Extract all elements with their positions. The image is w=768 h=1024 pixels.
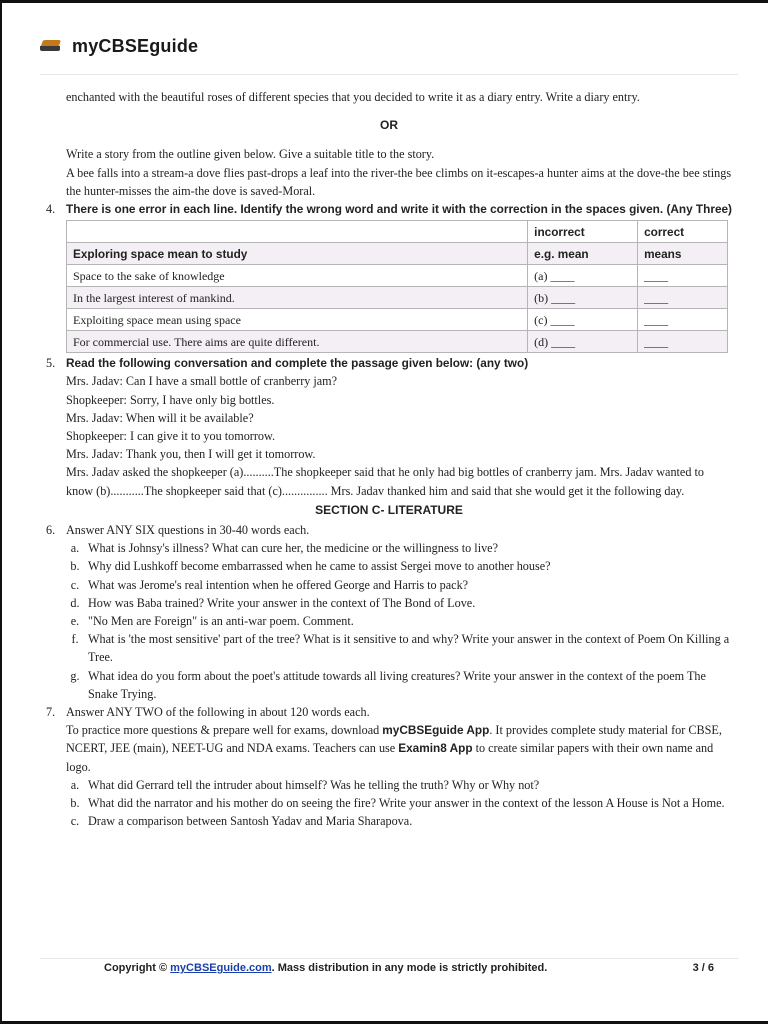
or-separator: OR [380, 118, 398, 133]
sub-letter: a. [70, 777, 80, 792]
table-header-incorrect: incorrect [528, 221, 638, 243]
sub-letter: d. [70, 595, 80, 610]
sub-letter: a. [70, 541, 80, 556]
copyright-prefix: Copyright © [104, 962, 171, 974]
sub-letter: c. [70, 577, 80, 592]
sub-letter: e. [70, 614, 80, 629]
header-divider [40, 74, 738, 75]
table-cell: (d) ____ [528, 331, 638, 353]
sub-question [44, 576, 734, 594]
table-cell: ____ [638, 265, 728, 287]
app-name: Examin8 App [398, 741, 473, 756]
sub-letter: f. [71, 632, 79, 647]
footer-divider [40, 958, 738, 959]
table-header-row [67, 221, 728, 243]
question-text: Answer ANY TWO of the following in about 120 words each. [66, 705, 370, 720]
sub-question [44, 594, 734, 612]
question-number: 7. [46, 705, 56, 720]
sub-text: What did the narrator and his mother do on seeing the fire? Write your answer in the context of the lesson A House is Not a Home. [88, 796, 725, 811]
sub-text: What was Jerome's real intention when he offered George and Harris to pack? [88, 577, 469, 592]
promo-text: To practice more questions & prepare well for exams, download [66, 723, 383, 738]
sub-text: Why did Lushkoff become embarrassed when he came to assist Sergei move to another house? [88, 559, 551, 574]
error-correction-table [66, 220, 728, 353]
site-link[interactable]: myCBSEguide.com [170, 962, 272, 974]
question-text: Answer ANY SIX questions in 30-40 words each. [66, 523, 310, 538]
table-cell: ____ [638, 331, 728, 353]
page-header [40, 26, 198, 66]
table-cell: e.g. mean [528, 243, 638, 265]
promo-text: to create similar papers with their own name and logo. [66, 741, 714, 774]
dialogue-line: Shopkeeper: I can give it to you tomorrow. [66, 429, 276, 444]
table-cell: Exploring space mean to study [67, 243, 528, 265]
table-cell: ____ [638, 309, 728, 331]
sub-text: "No Men are Foreign" is an anti-war poem. Comment. [88, 614, 354, 629]
dialogue-line: Shopkeeper: Sorry, I have only big bottles. [66, 392, 275, 407]
table-cell: (a) ____ [528, 265, 638, 287]
sub-question [44, 794, 734, 812]
table-cell: In the largest interest of mankind. [67, 287, 528, 309]
promo-text: . It provides complete study material for CBSE, NCERT, JEE (main), NEET-UG and NDA exams. Teachers can use [66, 723, 722, 756]
table-row [67, 265, 728, 287]
sub-question [44, 667, 734, 703]
section-heading: SECTION C- LITERATURE [315, 502, 463, 517]
table-header-correct: correct [638, 221, 728, 243]
table-row [67, 309, 728, 331]
dialogue-line: Mrs. Jadav: Thank you, then I will get it tomorrow. [66, 447, 316, 462]
promo-note [44, 721, 734, 776]
page-footer [104, 962, 714, 974]
copyright-suffix: . Mass distribution in any mode is strictly prohibited. [271, 962, 548, 974]
page-number: 3 / 6 [692, 962, 714, 974]
sub-text: What is 'the most sensitive' part of the tree? What is it sensitive to and why? Write your answer in the context of Poem On Killing a Tree. [88, 632, 730, 665]
table-row [67, 243, 728, 265]
sub-question [44, 539, 734, 557]
question-number: 4. [46, 202, 56, 217]
copyright-notice [104, 962, 547, 974]
book-logo-icon [40, 39, 62, 53]
sub-question [44, 612, 734, 630]
table-cell: (b) ____ [528, 287, 638, 309]
brand-name: myCBSEguide [72, 35, 199, 56]
passage-to-complete: Mrs. Jadav asked the shopkeeper (a)..........The shopkeeper said that he only had big bottles of cranberry jam. Mrs. Jadav wanted to know (b)...........The shopkeeper said that (c)............... Mrs. Jadav thanked him and said that she would get it the following day. [66, 465, 704, 498]
table-cell: ____ [638, 287, 728, 309]
sub-text: What is Johnsy's illness? What can cure her, the medicine or the willingness to live? [88, 541, 498, 556]
sub-text: Draw a comparison between Santosh Yadav and Maria Sharapova. [88, 814, 413, 829]
table-row [67, 331, 728, 353]
question-number: 5. [46, 356, 56, 371]
table-cell: means [638, 243, 728, 265]
sub-question [44, 557, 734, 575]
question-text: Read the following conversation and complete the passage given below: (any two) [66, 356, 529, 371]
sub-letter: g. [70, 668, 80, 683]
table-cell: For commercial use. There aims are quite different. [67, 331, 528, 353]
question-number: 6. [46, 523, 56, 538]
sub-question [44, 630, 734, 666]
sub-letter: b. [70, 559, 80, 574]
question-4 [44, 200, 734, 218]
table-cell: Exploiting space mean using space [67, 309, 528, 331]
sub-letter: c. [70, 814, 80, 829]
sub-text: What did Gerrard tell the intruder about himself? Was he telling the truth? Why or Why not? [88, 777, 540, 792]
question-7 [44, 703, 734, 721]
sub-letter: b. [70, 796, 80, 811]
sub-question [44, 776, 734, 794]
story-instruction: Write a story from the outline given below. Give a suitable title to the story. [66, 147, 435, 162]
story-outline: A bee falls into a stream-a dove flies past-drops a leaf into the river-the bee climbs on it-escapes-a hunter aims at the dove-the bee stings the hunter-misses the aim-the dove is saved-Moral. [66, 165, 732, 198]
dialogue-line: Mrs. Jadav: When will it be available? [66, 410, 254, 425]
app-name: myCBSEguide App [382, 723, 490, 738]
intro-line: enchanted with the beautiful roses of different species that you decided to write it as a diary entry. Write a diary entry. [66, 90, 640, 104]
question-text: There is one error in each line. Identify the wrong word and write it with the correction in the spaces given. (Any Three) [66, 202, 732, 217]
table-cell: (c) ____ [528, 309, 638, 331]
document-body [44, 88, 734, 831]
table-row [67, 287, 728, 309]
dialogue-line: Mrs. Jadav: Can I have a small bottle of cranberry jam? [66, 374, 338, 389]
sub-question [44, 812, 734, 830]
question-6 [44, 521, 734, 539]
table-cell [67, 221, 528, 243]
table-cell: Space to the sake of knowledge [67, 265, 528, 287]
sub-text: How was Baba trained? Write your answer in the context of The Bond of Love. [88, 595, 476, 610]
sub-text: What idea do you form about the poet's attitude towards all living creatures? Write your answer in the context of the poem The Snake Trying. [88, 668, 706, 701]
question-5 [44, 354, 734, 372]
